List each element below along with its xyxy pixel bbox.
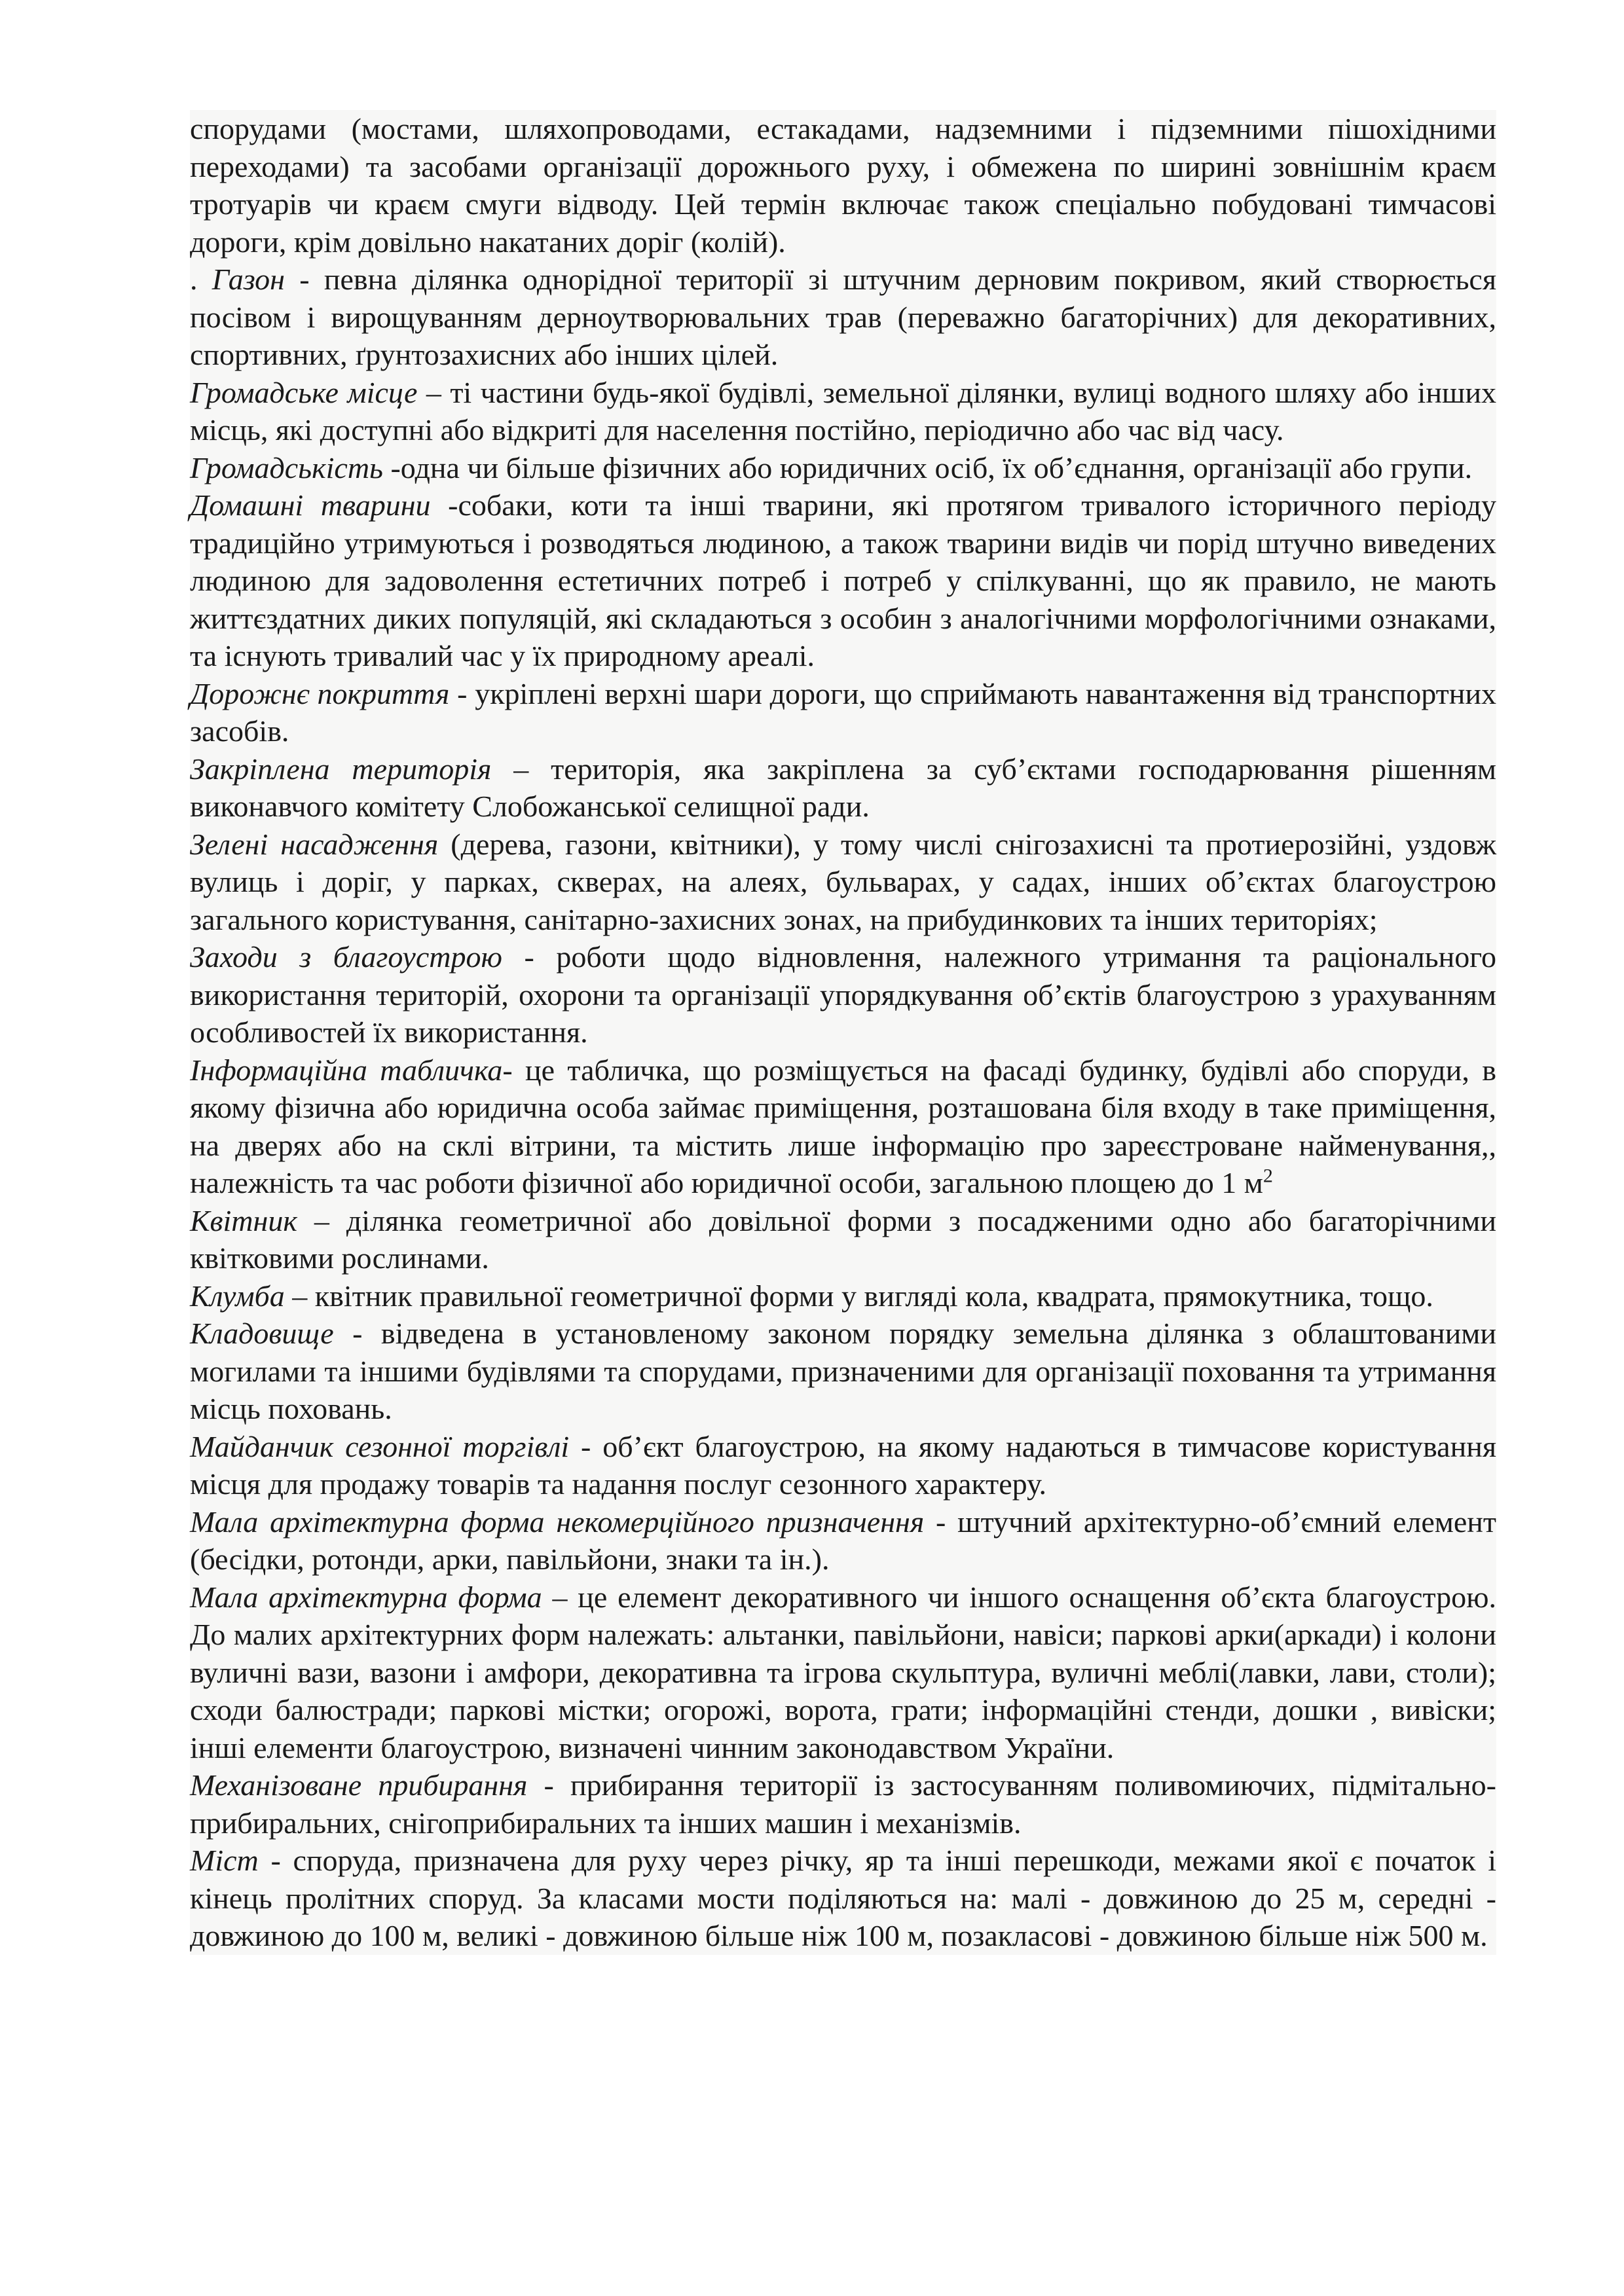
definition-entry — [190, 1202, 1496, 1277]
definition-text: - прибирання території із застосуванням поливомиючих, підмітально-прибиральних, снігоприбиральних та інших машин і механізмів. — [190, 1768, 1496, 1840]
definition-term: Міст — [190, 1844, 259, 1877]
definition-term: Газон — [212, 263, 285, 296]
definition-text: – ті частини будь-якої будівлі, земельної ділянки, вулиці водного шляху або інших місць, які доступні або відкриті для населення постійно, періодично або час від часу. — [190, 375, 1496, 446]
definition-term: Кладовище — [190, 1317, 334, 1350]
definition-term: Заходи з благоустрою — [190, 940, 502, 974]
definition-entry — [190, 1766, 1496, 1842]
definition-term: Мала архітектурна форма — [190, 1580, 542, 1614]
definition-text: - роботи щодо відновлення, належного утримання та раціонального використання територій, охорони та організації упорядкування об’єктів благоустрою з урахуванням особливостей їх використання. — [190, 940, 1496, 1049]
definition-term: Клумба — [190, 1279, 285, 1313]
definition-term: Домашні тварини — [190, 488, 431, 522]
definition-term: Громадськість — [190, 450, 383, 484]
definition-entry — [190, 486, 1496, 675]
definition-text: -одна чи більше фізичних або юридичних осіб, їх об’єднання, організації або групи. — [382, 450, 1473, 484]
definition-text: -собаки, коти та інші тварини, які протягом тривалого історичного періоду традиційно утримуються і розводяться людиною, а також тварини видів чи порід штучно виведених людиною для задоволення естетичних потреб і потреб у спілкуванні, що як правило, не мають життєздатних диких популяцій, які складаються з особин з аналогічними морфологічними ознаками, та існують тривалий час у їх природному ареалі. — [190, 488, 1496, 672]
definition-text: – квітник правильної геометричної форми у вигляді кола, квадрата, прямокутника, тощо. — [284, 1279, 1433, 1313]
superscript: 2 — [1263, 1165, 1273, 1187]
definition-entry — [190, 449, 1496, 487]
definition-entry — [190, 826, 1496, 939]
definition-term: Дорожнє покриття — [190, 676, 450, 710]
definition-term: Майданчик сезонної торгівлі — [190, 1429, 570, 1463]
definition-entry — [190, 110, 1496, 261]
definition-text: спорудами (мостами, шляхопроводами, естакадами, надземними і підземними пішохідними переходами) та засобами організації дорожнього руху, і обмежена по ширині зовнішнім краєм тротуарів чи краєм смуги відводу. Цей термін включає також спеціально побудовані тимчасові дороги, крім довільно накатаних доріг (колій). — [190, 112, 1496, 259]
definition-text: - об’єкт благоустрою, на якому надаються в тимчасове користування місця для продажу товарів та надання послуг сезонного характеру. — [190, 1429, 1496, 1501]
definition-text: - укріплені верхні шари дороги, що сприймають навантаження від транспортних засобів. — [190, 676, 1496, 748]
definition-prefix: . — [190, 263, 212, 296]
definition-term: Закріплена територія — [190, 752, 492, 786]
definition-term: Зелені насадження — [190, 827, 439, 861]
definition-entry — [190, 1578, 1496, 1767]
definition-entry — [190, 374, 1496, 449]
definition-entry — [190, 1315, 1496, 1428]
definition-entry — [190, 1428, 1496, 1503]
definition-term: Інформаційна табличка- — [190, 1053, 513, 1087]
definitions-body — [190, 110, 1496, 1955]
definition-text: - відведена в установленому законом порядку земельна ділянка з облаштованими могилами та іншими будівлями та спорудами, призначеними для організації поховання та утримання місць поховань. — [190, 1317, 1496, 1425]
definition-term: Механізоване прибирання — [190, 1768, 528, 1802]
definition-text: – територія, яка закріплена за суб’єктами господарювання рішенням виконавчого комітету Слобожанської селищної ради. — [190, 752, 1496, 823]
definition-entry — [190, 261, 1496, 374]
definition-term: Мала архітектурна форма некомерційного призначення — [190, 1504, 925, 1539]
definition-text: - споруда, призначена для руху через річку, яр та інші перешкоди, межами якої є початок і кінець пролітних споруд. За класами мости поділяються на: малі - довжиною до 25 м, середні - довжиною до 100 м, великі - довжиною більше ніж 100 м, позакласові - довжиною більше ніж 500 м. — [190, 1844, 1496, 1952]
definition-entry — [190, 750, 1496, 826]
definition-term: Квітник — [190, 1203, 297, 1237]
definition-text: (дерева, газони, квітники), у тому числі снігозахисні та протиерозійні, уздовж вулиць і доріг, у парках, скверах, на алеях, бульварах, у садах, інших об’єктах благоустрою загального користування, санітарно-захисних зонах, на прибудинкових та інших територіях; — [190, 827, 1497, 936]
definition-entry — [190, 675, 1496, 750]
definition-text: – ділянка геометричної або довільної форми з посадженими одно або багаторічними квітковими рослинами. — [190, 1203, 1496, 1275]
definition-entry — [190, 1051, 1496, 1202]
definition-text: - певна ділянка однорідної території зі штучним дерновим покривом, який створюється посівом і вирощуванням дерноутворювальних трав (переважно багаторічних) для декоративних, спортивних, ґрунтозахисних або інших цілей. — [190, 263, 1496, 371]
definition-entry — [190, 1842, 1496, 1955]
definition-entry — [190, 1277, 1496, 1315]
definition-entry — [190, 1503, 1496, 1578]
definition-text: це табличка, що розміщується на фасаді будинку, будівлі або споруди, в якому фізична або юридична особа займає приміщення, розташована біля входу в таке приміщення, на дверях або на склі вітрини, та містить лише інформацію про зареєстроване найменування,, належність та час роботи фізичної або юридичної особи, загальною площею до 1 м — [190, 1053, 1496, 1199]
definition-text: - штучний архітектурно-об’ємний елемент (бесідки, ротонди, арки, павільйони, знаки та ін.). — [190, 1504, 1496, 1576]
definition-entry — [190, 938, 1496, 1051]
definition-text: – це елемент декоративного чи іншого оснащення об’єкта благоустрою. До малих архітектурних форм належать: альтанки, павільйони, навіси; паркові арки(аркади) і колони вуличні вази, вазони і амфори, декоративна та ігрова скульптура, вуличні меблі(лавки, лави, столи); сходи балюстради; паркові містки; огорожі, ворота, грати; інформаційні стенди, дошки , вивіски; інші елементи благоустрою, визначені чинним законодавством України. — [190, 1580, 1496, 1764]
definition-term: Громадське місце — [190, 375, 418, 409]
